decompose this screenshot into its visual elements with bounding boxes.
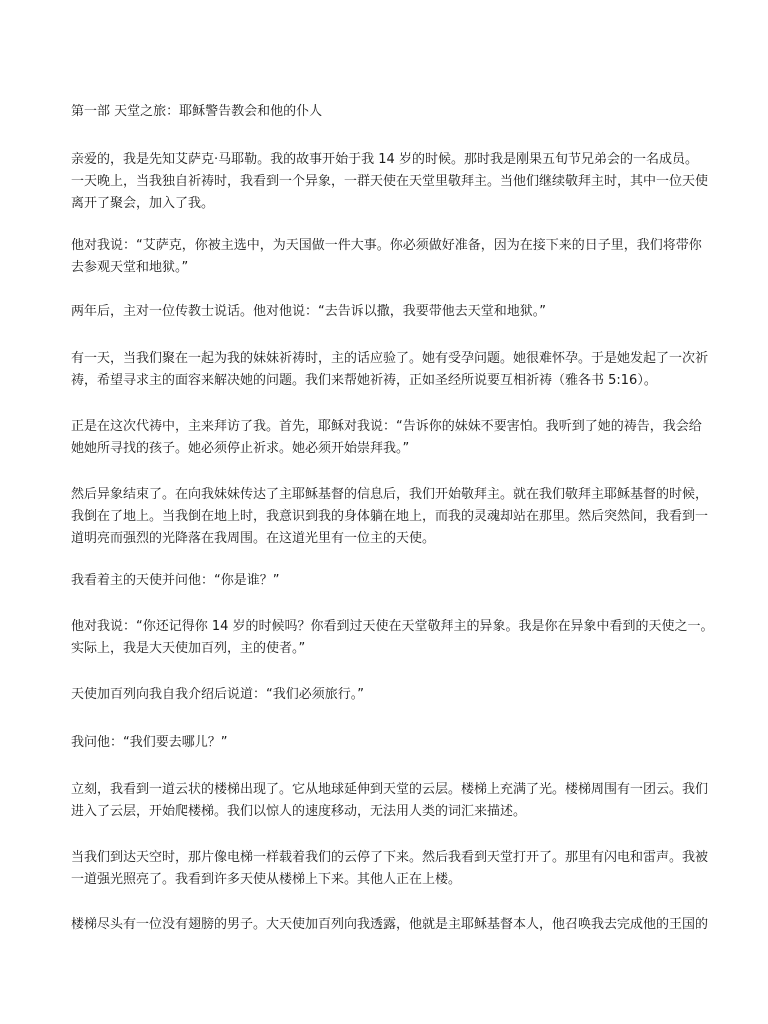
paragraph-2 bbox=[71, 235, 701, 279]
paragraph-3 bbox=[71, 301, 701, 323]
paragraph-8 bbox=[71, 616, 714, 660]
paragraph-11 bbox=[71, 779, 709, 823]
paragraph-line: 道明亮而强烈的光降落在我周围。在这道光里有一位主的天使。 bbox=[71, 531, 436, 546]
paragraph-6 bbox=[71, 484, 709, 550]
paragraph-line: 有一天，当我们聚在一起为我的妹妹祈祷时，主的话应验了。她有受孕问题。她很难怀孕。于是她发起了一次祈 bbox=[71, 351, 709, 366]
paragraph-line: 两年后，主对一位传教士说话。他对他说：“去告诉以撒，我要带他去天堂和地狱。” bbox=[71, 304, 546, 319]
document-page bbox=[71, 0, 714, 1024]
paragraph-line: 她她所寻找的孩子。她必须停止祈求。她必须开始崇拜我。” bbox=[71, 441, 410, 456]
paragraph-line: 我看着主的天使并问他：“你是谁？” bbox=[71, 573, 280, 588]
paragraph-9 bbox=[71, 684, 701, 706]
paragraph-1 bbox=[71, 149, 709, 215]
paragraph-line: 立刻，我看到一道云状的楼梯出现了。它从地球延伸到天堂的云层。楼梯上充满了光。楼梯周围有一团云。我们 bbox=[71, 782, 709, 797]
paragraph-line: 我倒在了地上。当我倒在地上时，我意识到我的身体躺在地上，而我的灵魂却站在那里。然后突然间，我看到一 bbox=[71, 509, 709, 524]
paragraph-line: 他对我说：“艾萨克，你被主选中，为天国做一件大事。你必须做好准备，因为在接下来的日子里，我们将带你 bbox=[71, 238, 702, 253]
paragraph-line: 然后异象结束了。在向我妹妹传达了主耶稣基督的信息后，我们开始敬拜主。就在我们敬拜主耶稣基督的时候， bbox=[71, 487, 709, 502]
paragraph-line: 一道强光照亮了。我看到许多天使从楼梯上下来。其他人正在上楼。 bbox=[71, 872, 462, 887]
paragraph-line: 楼梯尽头有一位没有翅膀的男子。大天使加百列向我透露，他就是主耶稣基督本人，他召唤我去完成他的王国的 bbox=[71, 917, 709, 932]
paragraph-7 bbox=[71, 570, 701, 592]
paragraph-4 bbox=[71, 348, 709, 392]
paragraph-12 bbox=[71, 847, 709, 891]
paragraph-line: 进入了云层，开始爬楼梯。我们以惊人的速度移动，无法用人类的词汇来描述。 bbox=[71, 804, 527, 819]
paragraph-line: 我问他：“我们要去哪儿？” bbox=[71, 735, 228, 750]
paragraph-line: 正是在这次代祷中，主来拜访了我。首先，耶稣对我说：“告诉你的妹妹不要害怕。我听到了她的祷告，我会给 bbox=[71, 419, 702, 434]
paragraph-10 bbox=[71, 732, 701, 754]
paragraph-5 bbox=[71, 416, 701, 460]
paragraph-line: 一天晚上，当我独自祈祷时，我看到一个异象，一群天使在天堂里敬拜主。当他们继续敬拜主时，其中一位天使 bbox=[71, 174, 709, 189]
paragraph-line: 当我们到达天空时，那片像电梯一样载着我们的云停了下来。然后我看到天堂打开了。那里有闪电和雷声。我被 bbox=[71, 850, 709, 865]
paragraph-line: 天使加百列向我自我介绍后说道：“我们必须旅行。” bbox=[71, 687, 364, 702]
paragraph-line: 实际上，我是大天使加百列，主的使者。” bbox=[71, 641, 306, 656]
paragraph-line: 亲爱的，我是先知艾萨克·马耶勒。我的故事开始于我 14 岁的时候。那时我是刚果五旬节兄弟会的一名成员。 bbox=[71, 152, 698, 167]
section-heading: 第一部 天堂之旅：耶稣警告教会和他的仆人 bbox=[71, 104, 323, 119]
paragraph-13 bbox=[71, 914, 709, 936]
paragraph-line: 他对我说：“你还记得你 14 岁的时候吗？你看到过天使在天堂敬拜主的异象。我是你在异象中看到的天使之一。 bbox=[71, 619, 714, 634]
paragraph-line: 祷，希望寻求主的面容来解决她的问题。我们来帮她祈祷，正如圣经所说要互相祈祷（雅各书 5:16）。 bbox=[71, 373, 657, 388]
paragraph-line: 去参观天堂和地狱。” bbox=[71, 260, 189, 275]
paragraph-line: 离开了聚会，加入了我。 bbox=[71, 196, 215, 211]
